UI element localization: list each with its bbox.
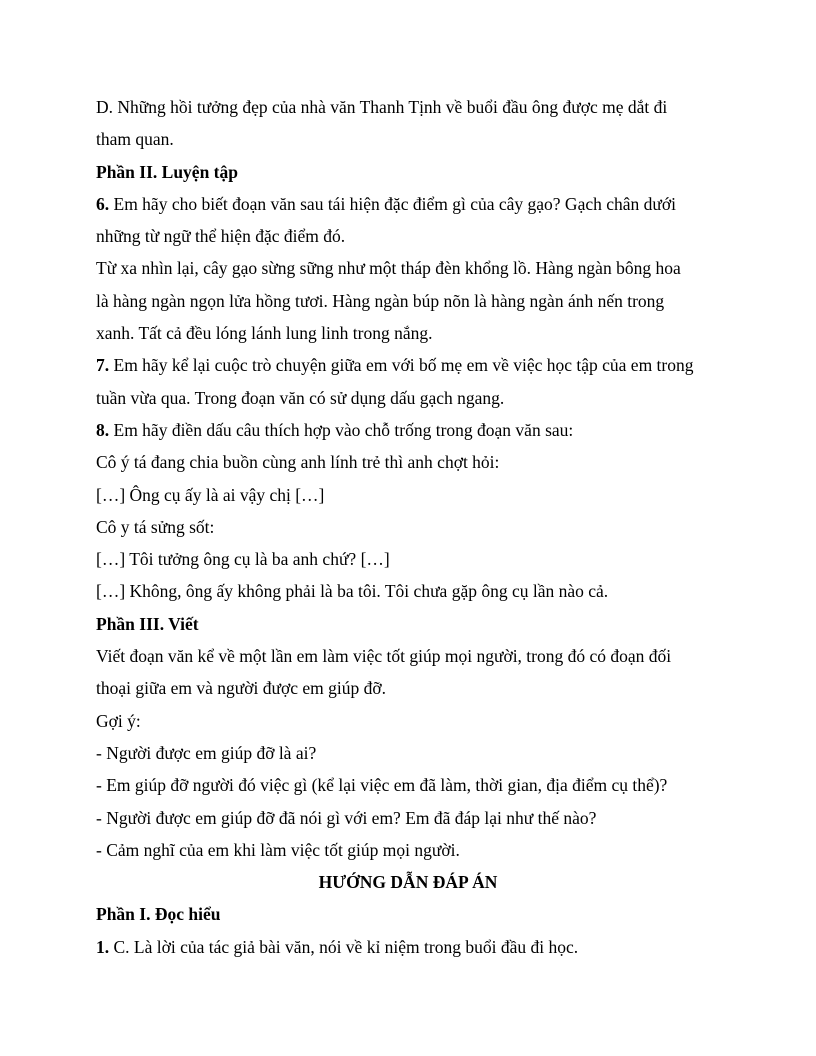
question-6-line-1 — [96, 188, 720, 220]
part3-task-line-2: thoại giữa em và người được em giúp đỡ. — [96, 678, 386, 699]
option-d-line-1: D. Những hồi tưởng đẹp của nhà văn Thanh Tịnh về buổi đầu ông được mẹ dắt đi — [96, 97, 668, 117]
answer-guide-heading: HƯỚNG DẪN ĐÁP ÁN — [318, 872, 498, 893]
hint-label: Gợi ý: — [96, 710, 141, 731]
question-7-text-1: Em hãy kể lại cuộc trò chuyện giữa em với bố mẹ em về việc học tập của em trong — [109, 355, 694, 376]
answer-part1-heading: Phần I. Đọc hiểu — [96, 904, 221, 925]
hint-item: - Người được em giúp đỡ là ai? — [96, 742, 317, 763]
answer-1-line — [96, 931, 720, 963]
question-8-text: Em hãy điền dấu câu thích hợp vào chỗ trống trong đoạn văn sau: — [109, 419, 574, 440]
passage-8-line-5: […] Không, ông ấy không phải là ba tôi. Tôi chưa gặp ông cụ lần nào cả. — [96, 581, 609, 602]
passage-8-line-4: […] Tôi tưởng ông cụ là ba anh chứ? […] — [96, 549, 390, 570]
passage-6-line-1: Từ xa nhìn lại, cây gạo sừng sững như một tháp đèn khổng lồ. Hàng ngàn bông hoa — [96, 258, 681, 279]
question-7-number: 7. — [96, 355, 110, 376]
question-7-line-1 — [96, 349, 720, 381]
passage-6-line-2: là hàng ngàn ngọn lửa hồng tươi. Hàng ngàn búp nõn là hàng ngàn ánh nến trong — [96, 290, 665, 311]
passage-8-line-3: Cô y tá sửng sốt: — [96, 516, 215, 537]
document-page — [96, 91, 720, 963]
passage-8-line-2: […] Ông cụ ấy là ai vậy chị […] — [96, 484, 325, 505]
question-8-line — [96, 414, 720, 446]
answer-1-text: C. Là lời của tác giả bài văn, nói về kỉ niệm trong buổi đầu đi học. — [109, 936, 579, 957]
option-d-line-2: tham quan. — [96, 129, 174, 150]
part3-heading: Phần III. Viết — [96, 613, 199, 634]
part3-task-line-1: Viết đoạn văn kể về một lần em làm việc tốt giúp mọi người, trong đó có đoạn đối — [96, 646, 672, 667]
hint-item: - Cảm nghĩ của em khi làm việc tốt giúp mọi người. — [96, 839, 460, 860]
question-6-line-2: những từ ngữ thể hiện đặc điểm đó. — [96, 226, 346, 247]
question-7-line-2: tuần vừa qua. Trong đoạn văn có sử dụng dấu gạch ngang. — [96, 387, 505, 408]
part2-heading: Phần II. Luyện tập — [96, 161, 238, 182]
answer-1-number: 1. — [96, 936, 110, 957]
passage-6-line-3: xanh. Tất cả đều lóng lánh lung linh trong nắng. — [96, 323, 433, 344]
passage-8-line-1: Cô ý tá đang chia buồn cùng anh lính trẻ thì anh chợt hỏi: — [96, 452, 500, 473]
question-8-number: 8. — [96, 419, 110, 440]
question-6-number: 6. — [96, 193, 110, 214]
hint-item: - Người được em giúp đỡ đã nói gì với em? Em đã đáp lại như thế nào? — [96, 807, 597, 828]
hint-item: - Em giúp đỡ người đó việc gì (kể lại việc em đã làm, thời gian, địa điểm cụ thể)? — [96, 775, 668, 796]
question-6-text-1: Em hãy cho biết đoạn văn sau tái hiện đặc điểm gì của cây gạo? Gạch chân dưới — [109, 193, 676, 214]
